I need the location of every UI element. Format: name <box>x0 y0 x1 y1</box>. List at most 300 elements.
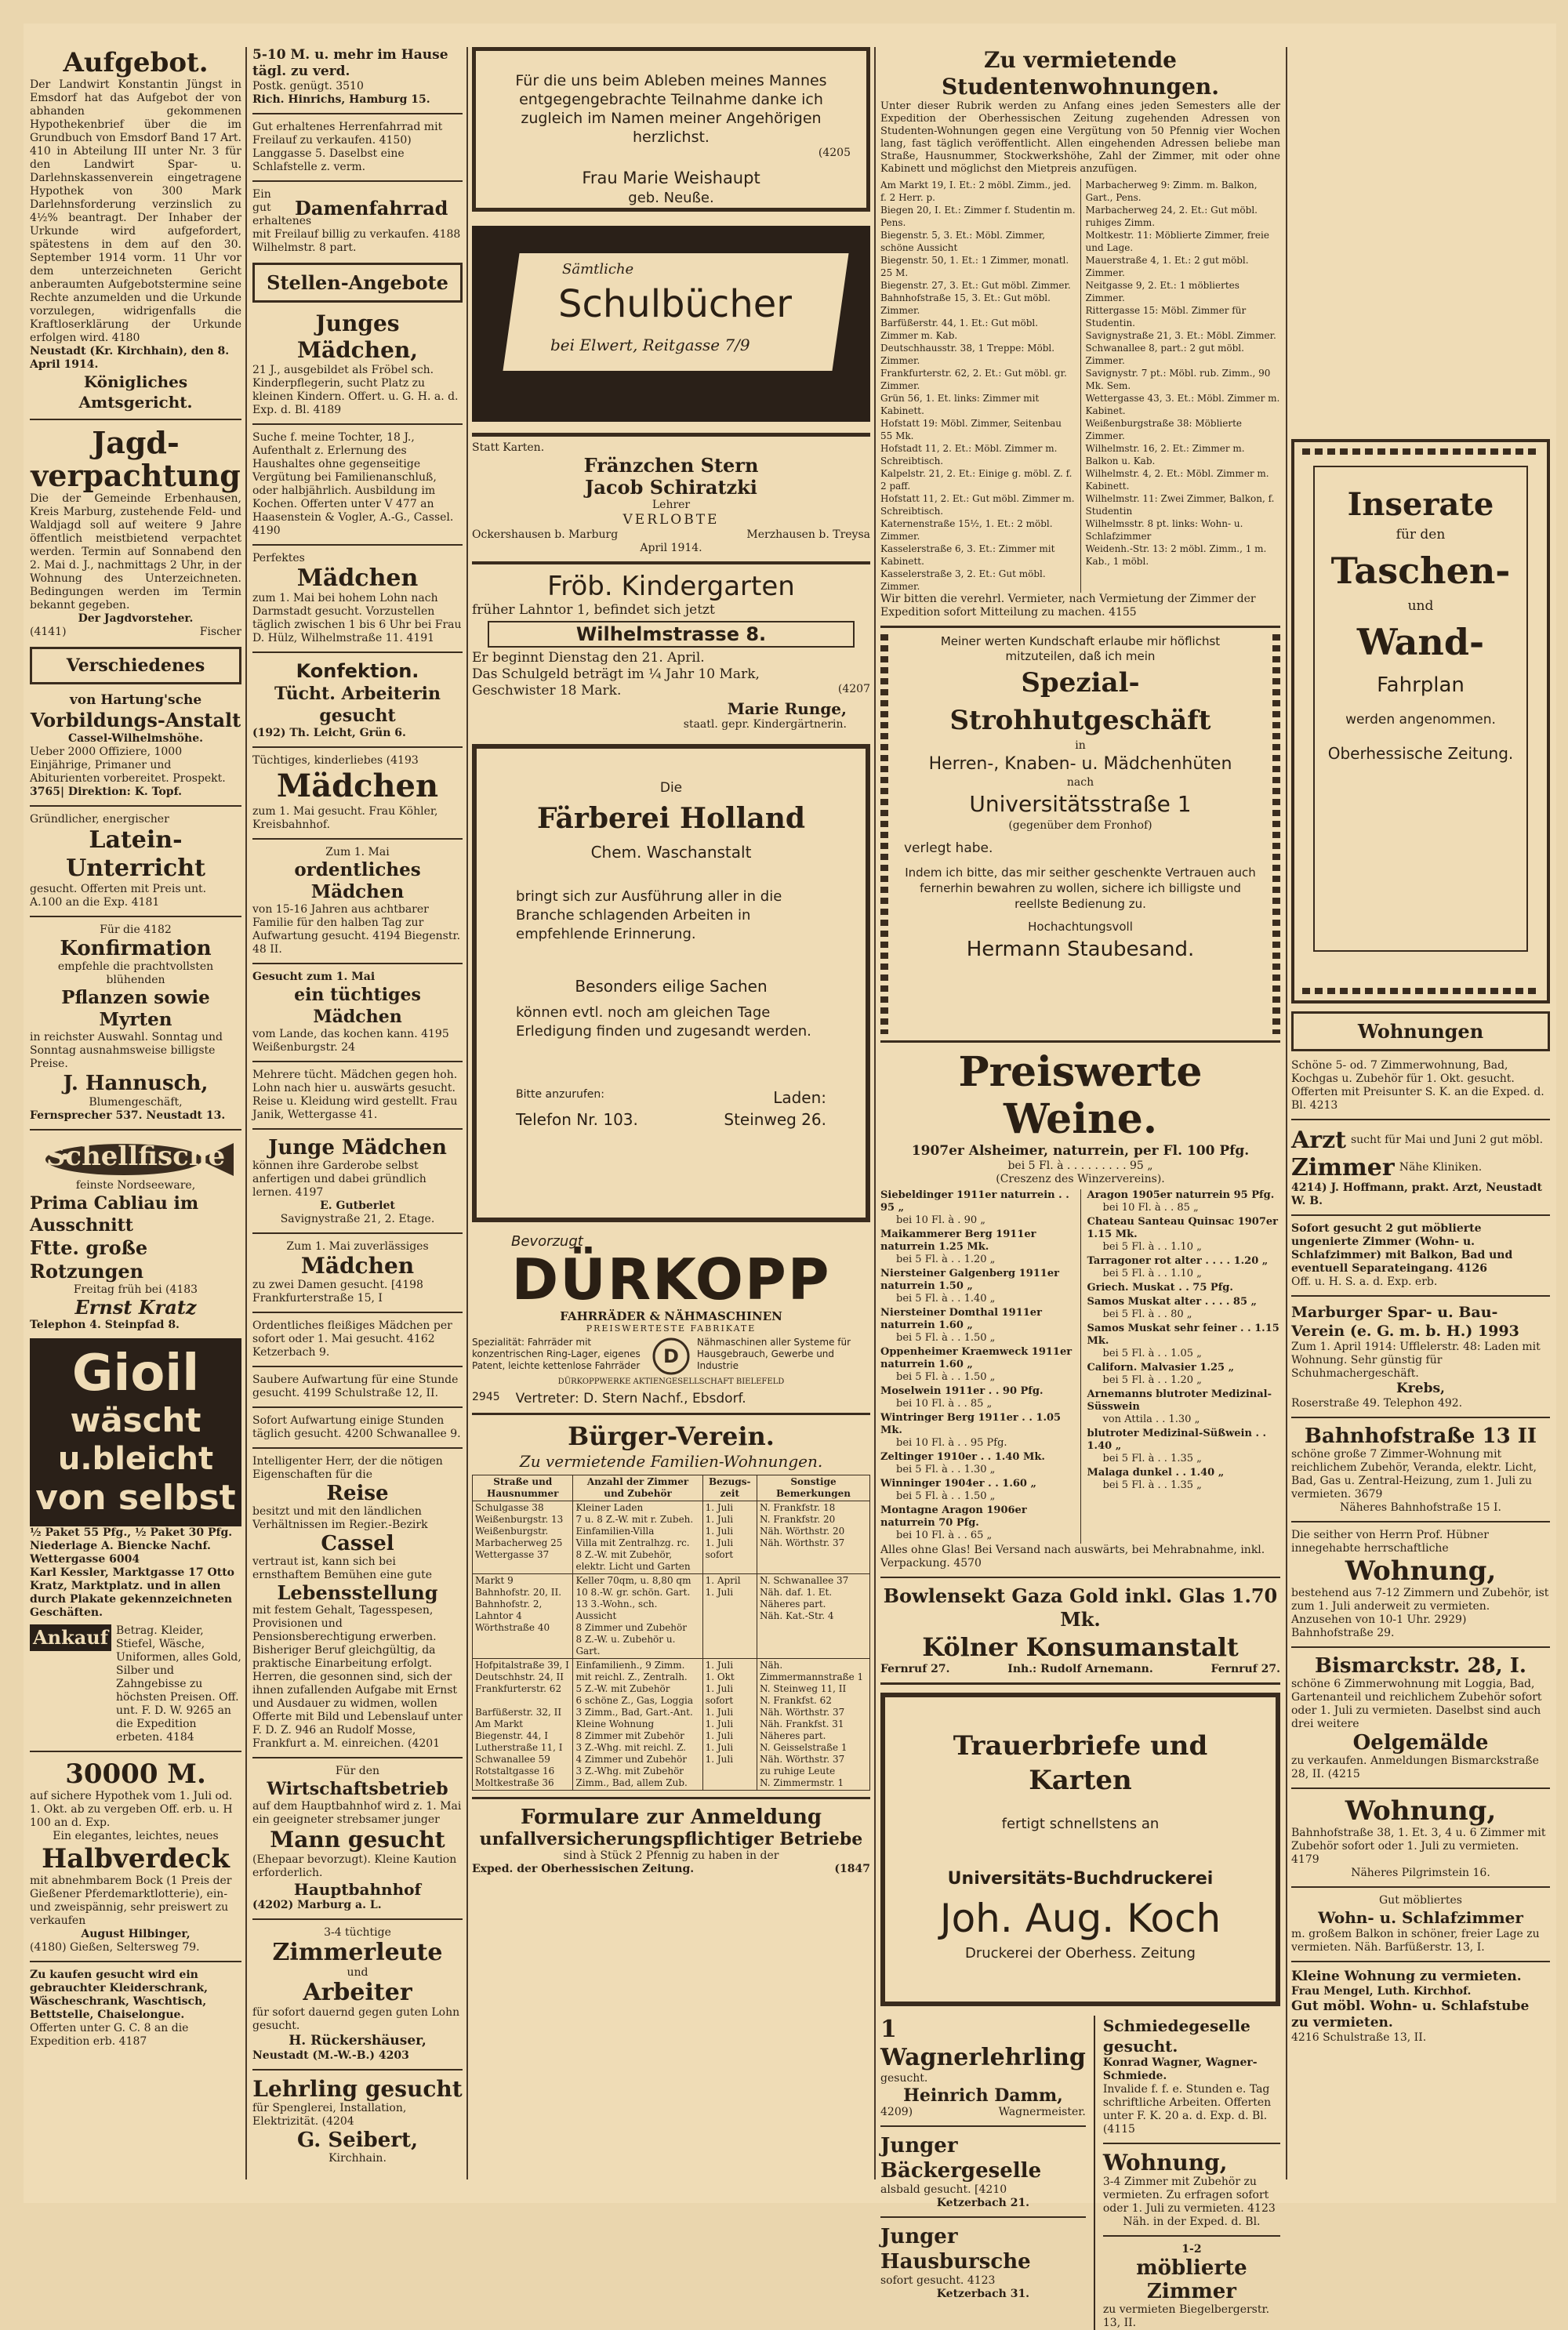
wine-price: bei 5 Fl. à . . 1.50 „ <box>896 1371 996 1383</box>
oelgem-text: zu verkaufen. Anmeldungen Bismarckstraße 28, II. (4215 <box>1291 1755 1539 1780</box>
inserate-2: für den <box>1396 527 1446 543</box>
ordent-text: von 15-16 Jahren aus achtbarer Familie für den halben Tag zur Aufwartung gesucht. 4194 Biegenstr. 48 II. <box>252 903 461 956</box>
wine-name: Griech. Muskat . . 75 Pfg. <box>1087 1282 1233 1294</box>
divider <box>252 1061 463 1062</box>
tuchtig-code: (192) Th. Leicht, Grün 6. <box>252 727 406 739</box>
schell-text: feinste Nordseeware, <box>75 1179 196 1192</box>
gioil-text2: Karl Kessler, Marktgasse 17 Otto Kratz, Marktplatz. und in allen durch Plakate gekennzeichneten Geschäften. <box>30 1566 235 1619</box>
gioil-line3: u.bleicht <box>57 1441 214 1477</box>
divider <box>252 2069 463 2071</box>
spar-1: Zum 1. April 1914: Ufflelerstr. 48: Laden mit Wohnung. Sehr günstig für Schuhmachergeschäft. <box>1291 1341 1541 1380</box>
verl-1: Fränzchen Stern <box>583 454 759 477</box>
table-header: Bezugs-zeit <box>702 1475 757 1501</box>
halb-name: August Hilbinger, <box>81 1928 191 1940</box>
divider <box>252 1232 463 1234</box>
divider <box>252 1128 463 1130</box>
wine-name: Chateau Santeau Quinsac 1907er 1.15 Mk. <box>1087 1216 1278 1240</box>
burger-title: Bürger-Verein. <box>568 1421 775 1451</box>
table-header: Anzahl der Zimmer und Zubehör <box>573 1475 702 1501</box>
stroh-1: Meiner werten Kundschaft erlaube mir höflichst mitzuteilen, daß ich mein <box>940 634 1221 663</box>
wohnung2-text: bestehend aus 7-12 Zimmern und Zubehör, ist zum 1. Juli anderweit zu vermieten. Anzusehen von 10-1 Uhr. 2929) Bahnhofstraße 29. <box>1291 1587 1549 1639</box>
wagner-3: Wagnermeister. <box>998 2106 1086 2118</box>
divider <box>252 838 463 840</box>
lebens-title: Lebensstellung <box>277 1581 438 1604</box>
arzt-row <box>1291 1127 1550 1154</box>
hannusch: J. Hannusch, <box>63 1072 209 1095</box>
farb-foot2 <box>516 1110 826 1129</box>
durkopp-ad <box>472 1233 870 1406</box>
table-header: Straße und Hausnummer <box>473 1475 573 1501</box>
ornament-border <box>1302 448 1539 455</box>
divider <box>1291 1646 1550 1648</box>
sauber-text: Saubere Aufwartung für eine Stunde gesucht. 4199 Schulstraße 12, II. <box>252 1374 459 1399</box>
trauer-box <box>880 1693 1280 2006</box>
wine-price: bei 10 Fl. à . . 95 Pfg. <box>896 1437 1007 1449</box>
stud-lists <box>880 179 1280 593</box>
arzt-title: Arzt <box>1291 1127 1346 1154</box>
jagd-code: (4141) <box>30 626 67 638</box>
wine-item <box>1087 1362 1281 1387</box>
wine-item <box>1087 1467 1281 1492</box>
oelgem-title: Oelgemälde <box>1352 1731 1489 1755</box>
frob-5: Geschwister 18 Mark. <box>472 683 622 699</box>
schmied-1: Konrad Wagner, Wagner-Schmiede. <box>1102 2056 1258 2082</box>
wine-item <box>880 1412 1074 1450</box>
danksagung-box <box>472 47 870 212</box>
wine-name: Samos Muskat sehr feiner . . 1.15 Mk. <box>1087 1323 1279 1347</box>
ord2-text: Ordentliches fleißiges Mädchen per sofort oder 1. Mai gesucht. 4162 Ketzerbach 9. <box>252 1319 452 1359</box>
formular-foot <box>472 1863 870 1876</box>
farb-8: Steinweg 26. <box>724 1110 826 1129</box>
wine-name: Niersteiner Domthal 1911er naturrein 1.60 „ <box>880 1307 1042 1331</box>
durkopp-logo-icon <box>652 1337 691 1376</box>
schul-pre: Sämtliche <box>562 261 634 278</box>
stroh-10: Hochachtungsvoll <box>1028 920 1133 934</box>
farb-3: Besonders eilige Sachen <box>575 977 768 996</box>
rotzungen: Ftte. große Rotzungen <box>30 1236 148 1283</box>
koln-title: Kölner Konsumanstalt <box>922 1632 1239 1662</box>
wine-item <box>1087 1189 1281 1214</box>
wine-price: bei 5 Fl. à . . 1.10 „ <box>1102 1241 1202 1253</box>
recht-text: vom Lande, das kochen kann. 4195 Weißenburgstr. 24 <box>252 1028 449 1054</box>
kauf-text: Zu kaufen gesucht wird ein gebrauchter Kleiderschrank, Wäscheschrank, Waschtisch, Bettstelle, Chaiselongue. <box>30 1969 209 2021</box>
haus-title: Junger Hausbursche <box>880 2225 1031 2274</box>
latein-text: gesucht. Offerten mit Preis unt. A.100 an die Exp. 4181 <box>30 883 207 909</box>
divider <box>880 2216 1086 2218</box>
list-item: Schwanallee 8, part.: 2 gut möbl. Zimmer. <box>1085 343 1244 366</box>
konf-title: Konfirmation <box>60 937 212 960</box>
konf-pre: Für die 4182 <box>100 924 172 936</box>
inserate-5: Wand- <box>1356 621 1485 663</box>
verl-3: Lehrer <box>652 499 691 511</box>
wine-name: Malaga dunkel . . 1.40 „ <box>1087 1467 1225 1479</box>
wein-1: 1907er Alsheimer, naturrein, per Fl. 100 Pfg. <box>911 1143 1250 1159</box>
farb-7: Laden: <box>773 1088 826 1107</box>
mobl-text: m. großem Balkon in schöner, freier Lage zu vermieten. Näh. Barfüßerstr. 13, I. <box>1291 1928 1540 1954</box>
ordent-pre: Zum 1. Mai <box>325 846 390 858</box>
wine-item <box>880 1307 1074 1345</box>
stellen-header: Stellen-Angebote <box>252 263 463 303</box>
list-item: Biegen 20, I. Et.: Zimmer f. Studentin m. Pens. <box>880 205 1076 228</box>
hartung-3: Cassel-Wilhelmshöhe. <box>68 732 203 745</box>
wine-name: Oppenheimer Kraemweck 1911er naturrein 1.60 „ <box>880 1346 1073 1370</box>
wohn-1: 3-4 Zimmer mit Zubehör zu vermieten. Zu erfragen sofort oder 1. Juli zu vermieten. 4123 <box>1102 2176 1276 2215</box>
halb-text: mit abnehmbarem Bock (1 Preis der Gießener Pferdemarktlotterie), ein- und zweispännig, sehr preiswert zu verkaufen <box>30 1875 232 1927</box>
lebens-text: mit festem Gehalt, Tagesspesen, Provisionen und Pensionsberechtigung erwerben. Bisheriger Beruf gleichgültig, da praktische Einarbeitung erfolgt. Herren, die gesonnen sind, sich der ihnen zufallenden Aufgabe mit Ernst und Ausdauer zu widmen, wollen Offerte mit Bild und Lebenslauf unter F. D. Z. 946 an Rudolf Mosse, Frankfurt a. M. einreichen. (4201 <box>252 1604 463 1750</box>
small-ads-left <box>880 2016 1086 2330</box>
list-item: Biegenstr. 5, 3. Et.: Möbl. Zimmer, schöne Aussicht <box>880 230 1046 253</box>
divider <box>252 651 463 653</box>
reise-title: Reise <box>326 1482 389 1505</box>
table-cell: Einfamilienh., 9 Zimm. mit reichl. Z., Zentralh. 5 Z.-W. mit Zubehör 6 schöne Z., Gas, Loggia 3 Zimm., Bad, Gart.-Ant. Kleine Wohnung 8 Zimmer mit Zubehör 3 Z.-Whg. mit reichl. Z. 4 Zimmer und Zubehör 3 Z.-Whg. mit Zubehör Zimm., Bad, allem Zub. <box>573 1659 702 1791</box>
hannusch-3: Fernsprecher 537. Neustadt 13. <box>30 1109 226 1122</box>
seibert-2: Kirchhain. <box>328 2152 387 2165</box>
frob-4: Das Schulgeld beträgt im ¼ Jahr 10 Mark, <box>472 666 760 682</box>
stud-list-left <box>880 179 1076 593</box>
junge-text: können ihre Garderobe selbst anfertigen und dabei gründlich lernen. 4197 <box>252 1160 426 1199</box>
damen-title: Damenfahrrad <box>295 197 448 220</box>
inserate-4: und <box>1407 598 1434 614</box>
zimmer-row <box>1291 1154 1550 1181</box>
aufgebot-text: Der Landwirt Konstantin Jüngst in Emsdorf hat das Aufgebot der von abhanden gekommenen Hypothekenbrief über die im Grundbuch von Emsdorf Band 17 Art. 410 in Abteilung III unter Nr. 3 für den Landwirt Spar- u. Darlehnskassenverein eingetragene Hypothek von 300 Mark Darlehnsforderung verzinslich zu 4½% beantragt. Der Inhaber der Urkunde wird aufgefordert, spätestens in dem auf den 30. September 1914 vorm. 11 Uhr vor dem unterzeichneten Gericht anberaumten Aufgebotstermine seine Rechte anzumelden und die Urkunde vorzulegen, widrigenfalls die Kraftloserklärung der Urkunde erfolgen wird. 4180 <box>30 78 241 344</box>
table-row <box>473 1574 870 1659</box>
verlobung-box <box>472 441 870 555</box>
divider <box>1291 1119 1550 1120</box>
inserate-6: Fahrplan <box>1377 673 1465 697</box>
list-item: Hofstatt 19: Möbl. Zimmer, Seitenbau 55 Mk. <box>880 418 1062 441</box>
list-item: Rittergasse 15: Möbl. Zimmer für Studentin. <box>1085 305 1247 328</box>
arzt-text: sucht für Mai und Juni 2 gut möbl. <box>1350 1134 1544 1146</box>
wine-price: bei 5 Fl. à . . 1.30 „ <box>896 1464 996 1475</box>
burger-sub: Zu vermietende Familien-Wohnungen. <box>519 1452 823 1471</box>
divider <box>1103 2235 1280 2237</box>
wagner-title: 1 Wagnerlehrling <box>880 2016 1086 2071</box>
wine-price: bei 5 Fl. à . . 1.50 „ <box>896 1490 996 1502</box>
durk-6: Vertreter: D. Stern Nachf., Ebsdorf. <box>515 1391 746 1406</box>
divider <box>30 419 241 420</box>
bahnhof-text: schöne große 7 Zimmer-Wohnung mit reichlichem Zubehör, Veranda, elektr. Licht, Bad, Gas u. Zentral-Heizung, zum 1. Juli zu vermieten. 3679 <box>1291 1448 1537 1501</box>
hartung-text: Ueber 2000 Offiziere, 1000 Einjährige, Primaner und Abiturienten vorbereitet. Prospekt. <box>30 746 226 785</box>
madchen2-pre: Tüchtiges, kinderliebes (4193 <box>252 754 419 767</box>
trauer-4: Druckerei der Oberhess. Zeitung <box>965 1945 1196 1962</box>
jagd-sign: Der Jagdvorsteher. <box>78 612 194 625</box>
konfektion: Konfektion. <box>296 660 419 682</box>
lehrling-text: für Spenglerei, Installation, Elektrizität. (4204 <box>252 2102 407 2128</box>
wine-item <box>880 1229 1074 1266</box>
zimmer-big: möblierte Zimmer <box>1136 2256 1247 2303</box>
divider <box>1291 1787 1550 1789</box>
bahnhof-title: Bahnhofstraße 13 II <box>1304 1424 1537 1448</box>
wine-item <box>880 1189 1074 1227</box>
wine-name: Winninger 1904er . . 1.60 „ <box>880 1478 1036 1490</box>
wine-item <box>1087 1296 1281 1321</box>
wine-name: Siebeldinger 1911er naturrein . . 95 „ <box>880 1189 1069 1214</box>
column-3 <box>472 47 870 2187</box>
durk-5: 2945 <box>472 1391 500 1403</box>
column-5 <box>1291 47 1550 2187</box>
list-item: Kasselerstraße 3, 2. Et.: Gut möbl. Zimmer. <box>880 568 1046 592</box>
gutberlet-2: Savignystraße 21, 2. Etage. <box>280 1213 435 1225</box>
dank-name2: geb. Neuße. <box>628 190 714 206</box>
divider <box>472 433 870 437</box>
durk-4: DÜRKOPPWERKE AKTIENGESELLSCHAFT BIELEFELD <box>557 1377 785 1386</box>
schell-text2: Freitag früh bei (4183 <box>73 1283 198 1296</box>
svg-text:D: D <box>663 1345 679 1367</box>
table-cell: Hofpitalstraße 39, I Deutschhstr. 24, II Frankfurterstr. 62 Barfüßerstr. 32, II Am Markt Biegenstr. 44, I Lutherstraße 11, I Schwanallee 59 Rotstaltgasse 16 Moltkestraße 36 <box>473 1659 573 1791</box>
verl-6: Merzhausen b. Treysa <box>746 528 870 541</box>
mann-text: (Ehepaar bevorzugt). Kleine Kaution erforderlich. <box>252 1853 457 1879</box>
stroh-7: (gegenüber dem Fronhof) <box>1008 819 1152 832</box>
divider <box>880 1682 1280 1685</box>
junges-text: 21 J., ausgebildet als Fröbel sch. Kinderpflegerin, sucht Platz zu kleinen Kindern. Offert. u. G. H. a. d. Exp. d. Bl. 4189 <box>252 364 459 416</box>
ankauf-block <box>30 1624 241 1744</box>
wagner-code: 4209) <box>880 2106 913 2118</box>
aufgebot-title: Aufgebot. <box>63 47 209 78</box>
column-1 <box>30 47 241 2187</box>
hartung-dir: 3765| Direktion: K. Topf. <box>30 786 182 798</box>
divider <box>252 113 463 114</box>
wine-name: Aragon 1905er naturrein 95 Pfg. <box>1087 1189 1275 1201</box>
bahnhof-2: Näheres Bahnhofstraße 15 I. <box>1340 1501 1501 1514</box>
list-item: Bahnhofstraße 15, 3. Et.: Gut möbl. Zimmer. <box>880 292 1051 316</box>
divider <box>252 180 463 182</box>
madchen3-text: zu zwei Damen gesucht. [4198 Frankfurterstraße 15, I <box>252 1279 423 1305</box>
wine-price: bei 5 Fl. à . . 80 „ <box>1102 1308 1192 1320</box>
frob-6: Marie Runge, <box>727 699 847 718</box>
wohnung2-title: Wohnung, <box>1345 1555 1497 1587</box>
table-cell: 1. Juli 1. Okt 1. Juli sofort 1. Juli 1. Juli 1. Juli 1. Juli 1. Juli <box>702 1659 757 1791</box>
schmied-title: Schmiedegeselle gesucht. <box>1102 2016 1250 2056</box>
backer-2: Ketzerbach 21. <box>936 2197 1030 2209</box>
aufgebot-place: Neustadt (Kr. Kirchhain), den 8. April 1914. <box>30 345 230 371</box>
zimmer-pre: 1-2 <box>1181 2243 1202 2256</box>
zimm-pre: 3-4 tüchtige <box>324 1926 391 1939</box>
schellfische: Schellfische <box>45 1141 226 1172</box>
durk-1b: PREISWERTESTE FABRIKATE <box>586 1323 757 1334</box>
wine-name: Zeltinger 1910er . . 1.40 Mk. <box>880 1451 1045 1463</box>
wine-price: bei 5 Fl. à . . 1.20 „ <box>1102 1374 1202 1386</box>
table-cell: Markt 9 Bahnhofstr. 20, II. Bahnhofstr. 2, Lahntor 4 Wörthstraße 40 <box>473 1574 573 1659</box>
frob-7: staatl. gepr. Kindergärtnerin. <box>683 718 847 731</box>
pflanzen: Pflanzen sowie Myrten <box>61 987 210 1030</box>
list-item: Savignystr. 7 pt.: Möbl. rub. Zimm., 90 Mk. Sem. <box>1085 368 1271 391</box>
hartung-1: von Hartung'sche <box>69 692 202 708</box>
stud-title: Zu vermietende Studentenwohnungen. <box>941 47 1220 100</box>
konf-text: empfehle die prachtvollsten blühenden <box>57 960 214 986</box>
column-rule <box>874 47 876 2179</box>
verl-7: April 1914. <box>640 542 702 554</box>
trauer-title: Trauerbriefe und Karten <box>953 1730 1208 1796</box>
farb-title: Färberei Holland <box>536 802 806 835</box>
frob-title: Fröb. Kindergarten <box>547 571 795 602</box>
stud-footer: Wir bitten die verehrl. Vermieter, nach Vermietung der Zimmer der Expedition sofort Mitteilung zu machen. 4155 <box>880 593 1256 619</box>
divider <box>1291 1886 1550 1888</box>
koln-3: Fernruf 27. <box>1210 1663 1280 1675</box>
halb-pre: Ein elegantes, leichtes, neues <box>53 1830 219 1842</box>
wine-price: bei 10 Fl. à . . 65 „ <box>896 1530 993 1541</box>
formular-title: Formulare zur Anmeldung <box>520 1806 822 1829</box>
madchen1-pre: Perfektes <box>252 552 305 564</box>
jagd-title: Jagd-verpachtung <box>31 425 241 493</box>
hubner: Die seither von Herrn Prof. Hübner innegehabte herrschaftliche <box>1291 1529 1489 1555</box>
divider <box>1291 1214 1550 1216</box>
wagner-foot <box>880 2106 1086 2119</box>
wine-name: Samos Muskat alter . . . . 85 „ <box>1087 1296 1258 1308</box>
trauer-2: Universitäts-Buchdruckerei <box>947 1869 1214 1889</box>
list-item: Moltkestr. 11: Möblierte Zimmer, freie und Lage. <box>1085 230 1269 253</box>
wine-list-right <box>1087 1189 1281 1544</box>
madchen1-title: Mädchen <box>296 564 419 592</box>
hoffmann: 4214) J. Hoffmann, prakt. Arzt, Neustadt W. B. <box>1291 1181 1542 1207</box>
wine-name: Arnemanns blutroter Medizinal-Süsswein <box>1087 1388 1272 1413</box>
divider <box>1291 1961 1550 1962</box>
stroh-8: verlegt habe. <box>904 840 993 856</box>
divider <box>252 1447 463 1449</box>
ornament-border <box>1302 988 1539 994</box>
wine-item <box>880 1385 1074 1410</box>
gioil-line4: von selbst <box>35 1478 236 1518</box>
bowle: Bowlensekt Gaza Gold inkl. Glas 1.70 Mk. <box>883 1584 1278 1631</box>
durk-specs <box>472 1337 870 1376</box>
wirt-title: Wirtschaftsbetrieb <box>267 1779 448 1799</box>
divider <box>252 1366 463 1367</box>
wine-price: bei 5 Fl. à . . 1.50 „ <box>896 1332 996 1344</box>
haus-1: sofort gesucht. 4123 <box>880 2274 996 2287</box>
formular-3: sind à Stück 2 Pfennig zu haben in der <box>563 1849 779 1862</box>
wohnung3-text: Bahnhofstraße 38, 1. Et. 3, 4 u. 6 Zimmer mit Zubehör sofort oder 1. Juli zu vermieten. 4179 <box>1291 1827 1546 1866</box>
damenrad <box>252 188 463 228</box>
gioil-brand: Gioil <box>71 1345 200 1403</box>
list-item: Kasselerstraße 6, 3. Et.: Zimmer mit Kabinett. <box>880 543 1055 567</box>
mobl-pre: Gut möbliertes <box>1379 1894 1462 1907</box>
zimmerleute-title: Zimmerleute <box>272 1939 443 1966</box>
column-rule <box>245 47 247 2179</box>
koln-2: Inh.: Rudolf Arnemann. <box>1007 1663 1153 1675</box>
list-item: Biegenstr. 27, 3. Et.: Gut möbl. Zimmer. <box>880 280 1071 291</box>
table-cell: Kleiner Laden 7 u. 8 Z.-W. mit r. Zubeh. Einfamilien-Villa Villa mit Zentralhzg. rc. 8 Z.-W. mit Zubehör, elektr. Licht und Garten <box>573 1501 702 1574</box>
wein-2: bei 5 Fl. à . . . . . . . . . 95 „ <box>1007 1160 1153 1172</box>
klein-1: Frau Mengel, Luth. Kirchhof. <box>1291 1985 1472 1998</box>
frob-3: Er beginnt Dienstag den 21. April. <box>472 650 705 666</box>
divider <box>30 1129 241 1131</box>
sofort-text: Sofort Aufwartung einige Stunden täglich gesucht. 4200 Schwanallee 9. <box>252 1414 461 1440</box>
madchen2-text: zum 1. Mai gesucht. Frau Köhler, Kreisbahnhof. <box>252 805 438 831</box>
wine-name: Maikammerer Berg 1911er naturrein 1.25 Mk. <box>880 1229 1036 1253</box>
verschiedenes-header: Verschiedenes <box>30 647 241 684</box>
ankauf-title: Ankauf <box>30 1624 111 1651</box>
backer-title: Junger Bäckergeselle <box>880 2134 1042 2183</box>
stroh-9: Indem ich bitte, das mir seither geschenkte Vertrauen auch fernerhin bewahren zu wollen, sichere ich billigste und reellste Bedienung zu. <box>905 866 1256 911</box>
farb-pre: Die <box>659 780 683 796</box>
list-item: Wilhelmsstr. 8 pt. links: Wohn- u. Schlafzimmer <box>1085 518 1243 542</box>
list-item: Hofstadt 11, 2. Et.: Möbl. Zimmer m. Schreibtisch. <box>880 443 1058 466</box>
formular-4: Exped. der Oberhessischen Zeitung. <box>472 1863 695 1875</box>
gioil-line2: wäscht <box>70 1401 201 1439</box>
hbf: Hauptbahnhof <box>293 1880 422 1899</box>
wine-item <box>1087 1216 1281 1254</box>
wine-name: Wintringer Berg 1911er . . 1.05 Mk. <box>880 1412 1062 1436</box>
cassel-title: Cassel <box>321 1532 394 1555</box>
krebs: Krebs, <box>1396 1381 1445 1396</box>
zum1: Zum 1. Mai zuverlässiges <box>286 1240 429 1253</box>
verl-5: Ockershausen b. Marburg <box>472 528 619 541</box>
ruck-2: Neustadt (M.-W.-B.) 4203 <box>252 2049 409 2062</box>
inserate-1: Inserate <box>1347 486 1494 523</box>
pilgrim: Näheres Pilgrimstein 16. <box>1351 1867 1490 1879</box>
list-item: Hofstatt 11, 2. Et.: Gut möbl. Zimmer m. Schreibtisch. <box>880 493 1075 517</box>
zimmer1-title: Zimmer <box>1291 1154 1395 1181</box>
konf-text2: in reichster Auswahl. Sonntag und Sonntag ausnahmsweise billigste Preise. <box>30 1031 223 1070</box>
hannusch-2: Blumengeschäft, <box>89 1096 183 1109</box>
damen-text: mit Freilauf billig zu verkaufen. 4188 Wilhelmstr. 8 part. <box>252 228 461 254</box>
damen-pre: Ein gut erhaltenes <box>252 188 312 227</box>
wagner-1: gesucht. <box>880 2072 928 2085</box>
halb-code: (4180) Gießen, Seltersweg 79. <box>30 1941 200 1954</box>
latein-title: Latein-Unterricht <box>66 826 205 882</box>
mark-text: auf sichere Hypothek vom 1. Juli od. 1. Okt. ab zu vergeben Off. erb. u. H 100 an d. Exp. <box>30 1790 233 1829</box>
list-item: Am Markt 19, I. Et.: 2 möbl. Zimm., jed. f. 2 Herr. p. <box>880 180 1072 203</box>
spar: Marburger Spar- u. Bau-Verein (e. G. m. b. H.) 1993 <box>1291 1304 1519 1340</box>
frob-code: (4207 <box>837 683 870 695</box>
list-item: Weidenh.-Str. 13: 2 möbl. Zimm., 1 m. Kab., 1 möbl. <box>1085 543 1267 567</box>
wine-price: von Attila . . 1.30 „ <box>1102 1414 1200 1425</box>
divider <box>252 1312 463 1313</box>
wein-3: (Creszenz des Winzervereins). <box>996 1173 1165 1185</box>
divider <box>1291 1295 1550 1297</box>
wohnung3-title: Wohnung, <box>1345 1795 1497 1827</box>
cabliau: Prima Cabliau im Ausschnitt <box>30 1193 199 1236</box>
inserate-7: werden angenommen. <box>1345 712 1496 728</box>
wine-price: bei 5 Fl. à . . 1.20 „ <box>896 1254 996 1265</box>
farberei-box <box>472 744 870 1222</box>
list-item: Mauerstraße 4, 1. Et.: 2 gut möbl. Zimmer. <box>1085 255 1249 278</box>
divider <box>252 1406 463 1408</box>
formular-code: (1847 <box>834 1863 870 1875</box>
sofort5-code: Off. u. H. S. a. d. Exp. erb. <box>1291 1276 1438 1288</box>
krebs-1: Roserstraße 49. Telephon 492. <box>1291 1397 1463 1410</box>
wine-name: Niersteiner Galgenberg 1911er naturrein 1.50 „ <box>880 1268 1059 1292</box>
small-ads <box>880 2016 1280 2330</box>
cassel-text: vertraut ist, kann sich bei ernsthaftem Bemühen eine gute <box>252 1555 433 1581</box>
farb-5: Bitte anzurufen: <box>516 1088 604 1101</box>
zimm-text: für sofort dauernd gegen guten Lohn gesucht. <box>252 2006 460 2032</box>
table-row <box>473 1659 870 1791</box>
madchen3-title: Mädchen <box>300 1253 415 1279</box>
divider <box>30 916 241 917</box>
inserate-inner <box>1313 466 1528 952</box>
list-item: Kalpelstr. 21, 2. Et.: Einige g. möbl. Z. f. 2 paff. <box>880 468 1073 492</box>
latein-pre: Gründlicher, energischer <box>30 813 169 826</box>
wine-price: bei 5 Fl. à . . 1.40 „ <box>896 1293 996 1305</box>
reise-text: besitzt und mit den ländlichen Verhältnissen im Regier.-Bezirk <box>252 1505 428 1531</box>
familien-table <box>472 1475 870 1791</box>
formular-2: unfallversicherungspflichtiger Betriebe <box>479 1829 863 1849</box>
jagd-text: Die der Gemeinde Erbenhausen, Kreis Marburg, zustehende Feld- und Waldjagd soll auf weitere 9 Jahre öffentlich meistbietend verpachtet werden. Termin auf Sonnabend den 2. Mai d. J., nachmittags 2 Uhr, in der Wohnung des Unterzeichneten. Bedingungen werden im Termin bekannt gegeben. <box>30 492 241 612</box>
wine-item <box>1087 1255 1281 1280</box>
farb-foot1 <box>516 1088 826 1107</box>
wohn-2: Näh. in der Exped. d. Bl. <box>1123 2216 1261 2228</box>
arbeiter-title: Arbeiter <box>303 1979 412 2006</box>
wine-lists <box>880 1189 1280 1544</box>
table-header: Sonstige Bemerkungen <box>757 1475 869 1501</box>
divider <box>252 746 463 748</box>
table-cell: N. Schwanallee 37 Näh. daf. 1. Et. Näheres part. Näh. Kat.-Str. 4 <box>757 1574 869 1659</box>
dank-code: (4205 <box>818 147 851 159</box>
stroh-3: in <box>1075 739 1086 752</box>
wine-price: bei 10 Fl. à . . 85 „ <box>896 1398 993 1410</box>
durk-2: Spezialität: Fahrräder mit konzentrischen Ring-Lager, eigenes Patent, leichte kettenlose Fahrräder <box>472 1337 641 1371</box>
ordent-title: ordentliches Mädchen <box>294 859 421 902</box>
